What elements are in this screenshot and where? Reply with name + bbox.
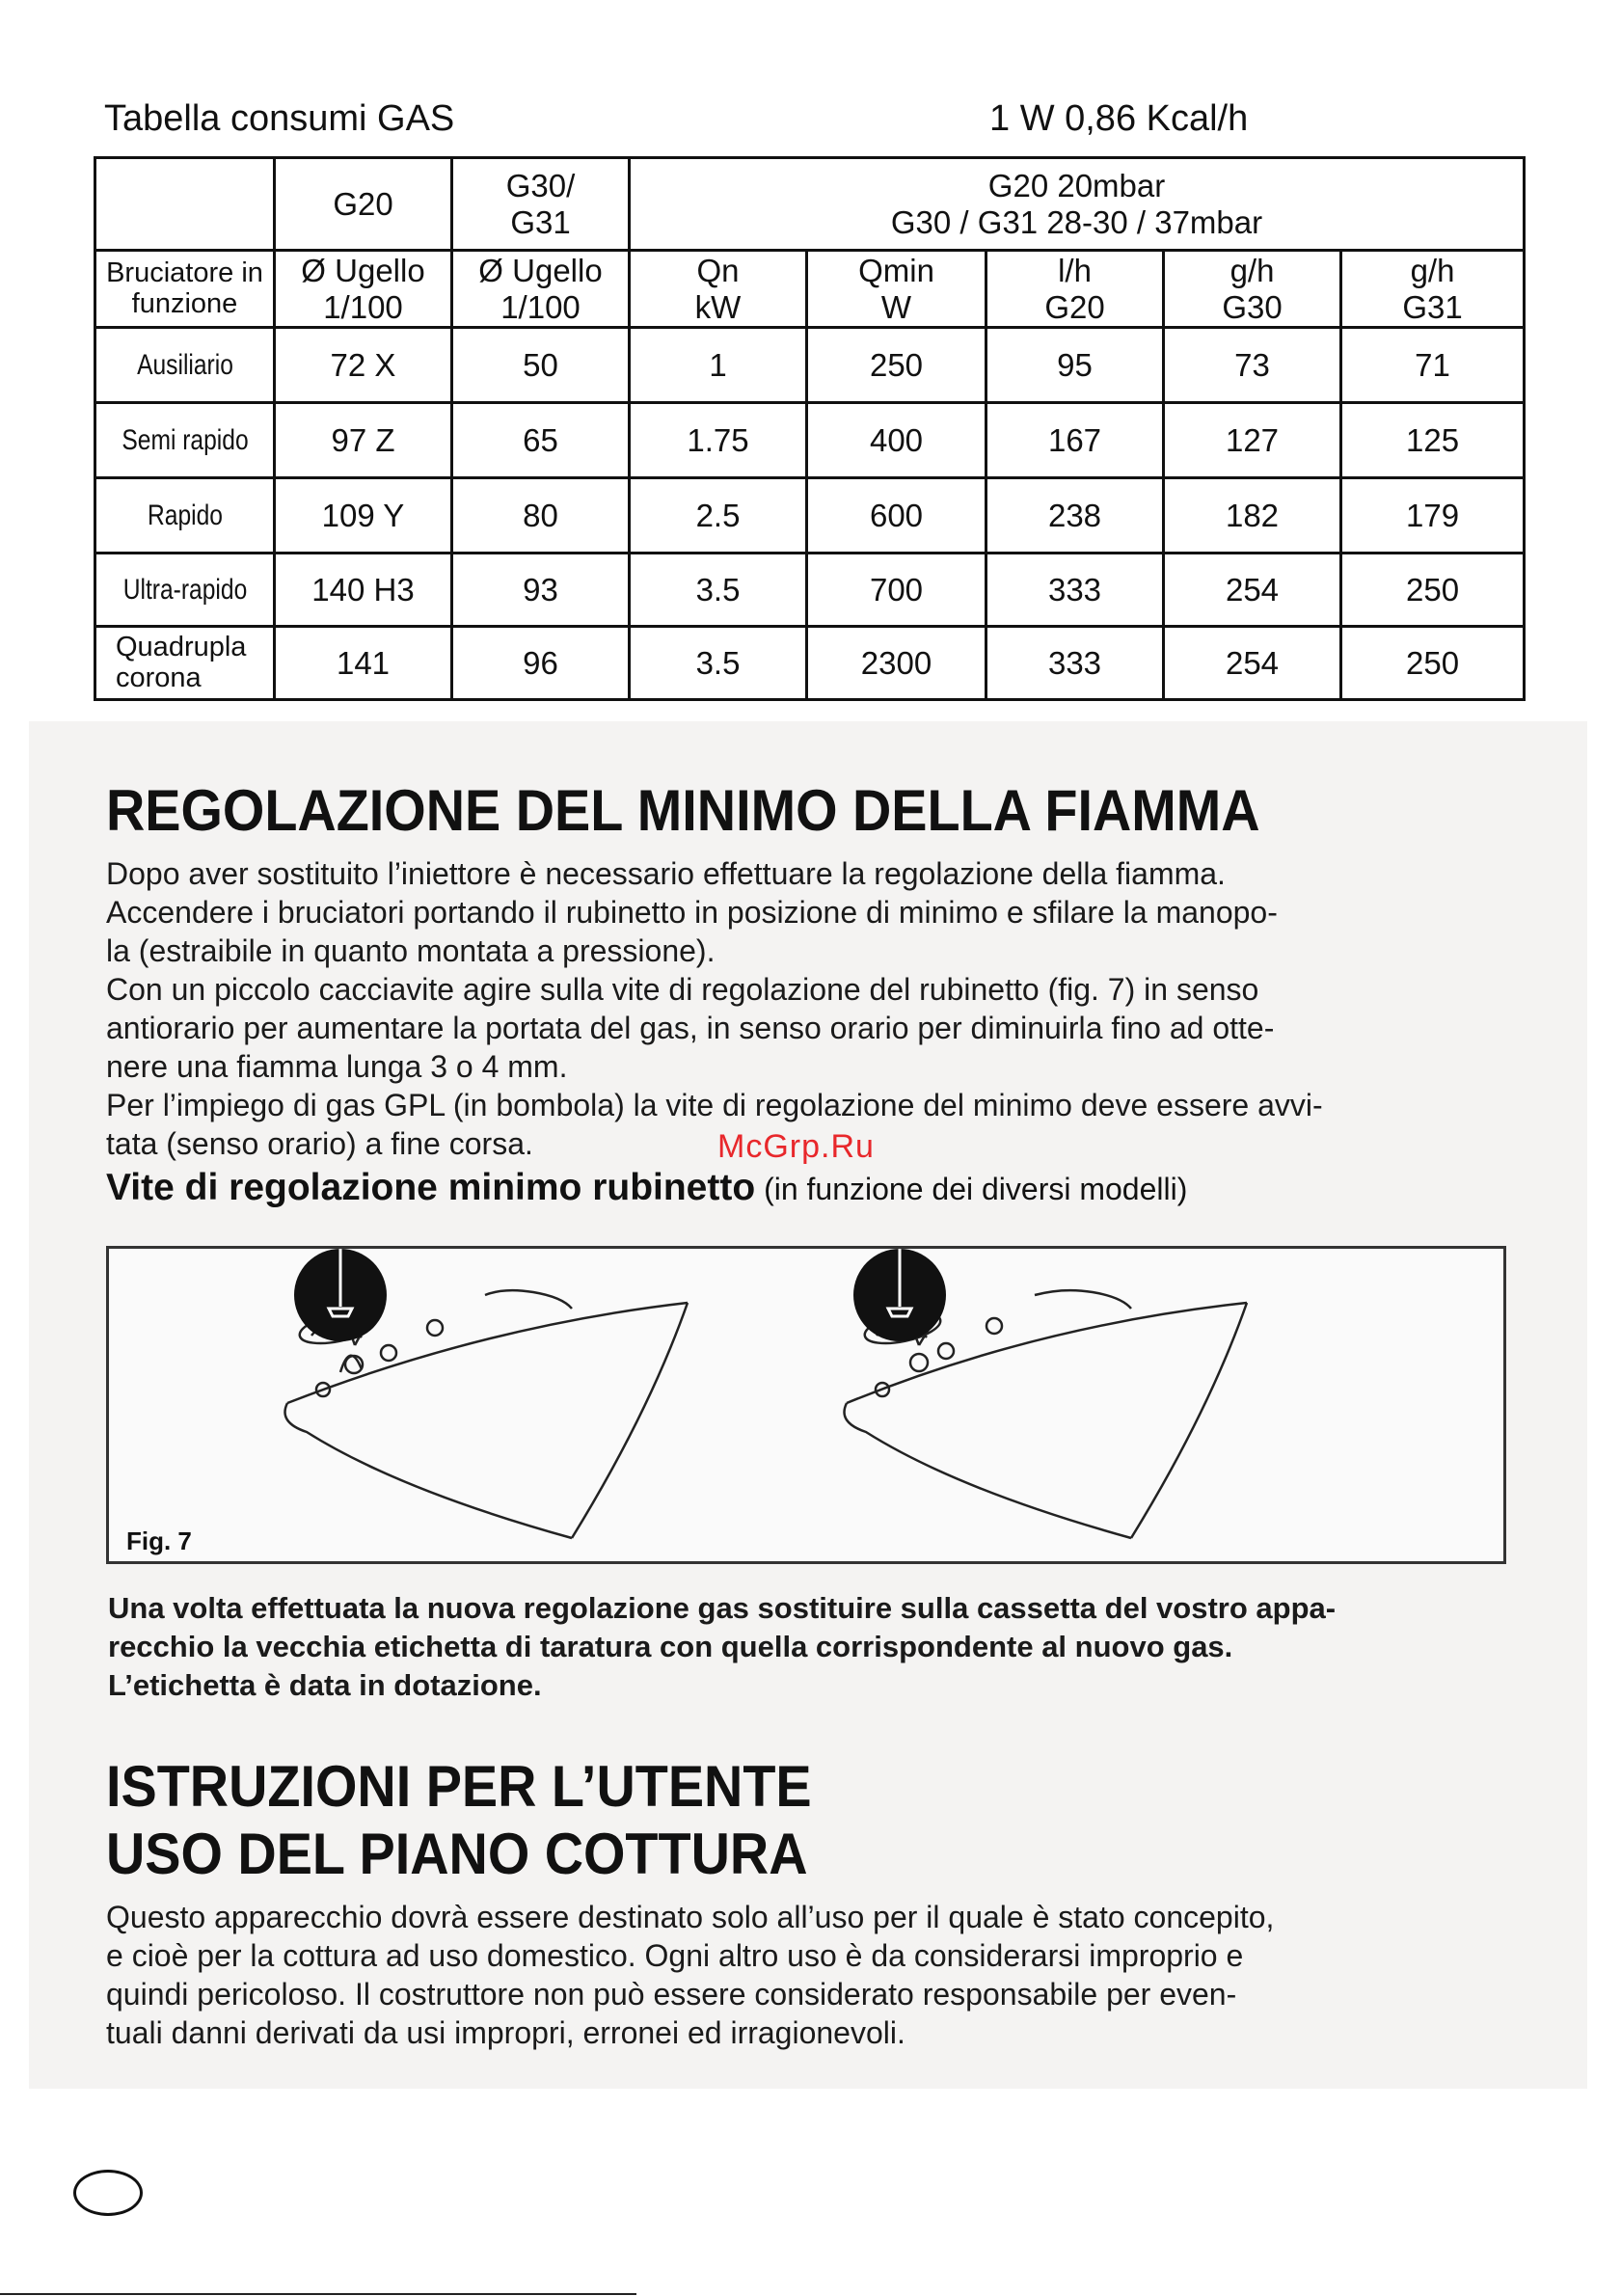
- table-cell: 333: [986, 554, 1164, 627]
- table-cell: 2.5: [630, 478, 807, 554]
- text-line: la (estraibile in quanto montata a pressione).: [106, 933, 716, 968]
- section-title-flame-adjustment: REGOLAZIONE DEL MINIMO DELLA FIAMMA: [106, 778, 1260, 843]
- header-pressure-g30-g31: G30 / G31 28-30 / 37mbar: [890, 203, 1263, 240]
- figure-subtitle-bold: Vite di regolazione minimo rubinetto: [106, 1167, 756, 1208]
- header-pressure-g20: G20 20mbar: [987, 167, 1166, 203]
- table-cell: 3.5: [630, 627, 807, 700]
- column-header: [1164, 251, 1341, 328]
- table-row: [95, 328, 1525, 403]
- column-header-line: l/h: [1058, 252, 1092, 288]
- table-cell: 3.5: [630, 554, 807, 627]
- table-cell: 250: [1341, 627, 1525, 700]
- table-cell: 80: [452, 478, 630, 554]
- figure-7-illustration: [109, 1249, 1503, 1561]
- text-line: Questo apparecchio dovrà essere destinato solo all’uso per il quale è stato concepito,: [106, 1900, 1275, 1934]
- gas-consumption-table: [94, 156, 1526, 701]
- column-header-line: Ø Ugello: [478, 252, 603, 288]
- table-cell: 1.75: [630, 403, 807, 478]
- section-title-hob-use: USO DEL PIANO COTTURA: [106, 1822, 808, 1886]
- column-header: [1341, 251, 1525, 328]
- table-cell: 95: [986, 328, 1164, 403]
- table-cell: 2300: [807, 627, 986, 700]
- column-header-line: 1/100: [500, 288, 581, 325]
- unit-conversion: 1 W 0,86 Kcal/h: [989, 98, 1249, 139]
- table-cell: 254: [1164, 627, 1341, 700]
- table-cell: 700: [807, 554, 986, 627]
- burner-hole: [938, 1343, 954, 1359]
- row-label: Semi rapido: [111, 403, 258, 478]
- hob-front-left: [285, 1403, 573, 1538]
- column-header-line: G30: [1222, 288, 1283, 325]
- table-title: Tabella consumi GAS: [104, 98, 455, 139]
- text-line: quindi pericoloso. Il costruttore non può essere considerato responsabile per even-: [106, 1977, 1237, 2012]
- valve-screw-right: [910, 1354, 928, 1371]
- text-line: Una volta effettuata la nuova regolazione gas sostituire sulla cassetta del vostro appa-: [108, 1591, 1337, 1625]
- table-cell: 65: [452, 403, 630, 478]
- table-cell: 250: [1341, 554, 1525, 627]
- burner-hole: [381, 1345, 396, 1361]
- column-header: [275, 251, 452, 328]
- row-label: Rapido: [111, 478, 258, 554]
- row-label: Ultra-rapido: [111, 554, 258, 627]
- table-cell: 140 H3: [275, 554, 452, 627]
- table-cell: 238: [986, 478, 1164, 554]
- table-cell: 50: [452, 328, 630, 403]
- table-header-row: [95, 158, 1525, 251]
- table-cell: 127: [1164, 403, 1341, 478]
- table-cell: 400: [807, 403, 986, 478]
- table-cell: 1: [630, 328, 807, 403]
- column-header: [807, 251, 986, 328]
- row-label-line: Quadrupla: [116, 631, 247, 662]
- column-header-line: Bruciatore in: [106, 257, 263, 288]
- header-g30-g31: [452, 158, 630, 251]
- table-cell: 96: [452, 627, 630, 700]
- text-line: e cioè per la cottura ad uso domestico. Ogni altro uso è da considerarsi improprio e: [106, 1938, 1244, 1973]
- header-empty-cell: [95, 158, 275, 251]
- table-cell: 600: [807, 478, 986, 554]
- header-g30: G30/: [505, 167, 576, 203]
- row-label: [95, 627, 275, 700]
- label-replacement-notice: [108, 1589, 1506, 1705]
- table-cell: 71: [1341, 328, 1525, 403]
- column-header-line: 1/100: [323, 288, 403, 325]
- column-header-line: g/h: [1410, 252, 1455, 288]
- column-header-line: Qn: [696, 252, 740, 288]
- table-cell: 182: [1164, 478, 1341, 554]
- row-label-line: corona: [116, 662, 202, 693]
- table-cell: 167: [986, 403, 1164, 478]
- table-column-row: [95, 251, 1525, 328]
- figure-label: Fig. 7: [126, 1526, 192, 1555]
- column-header: [630, 251, 807, 328]
- text-line: recchio la vecchia etichetta di taratura con quella corrispondente al nuovo gas.: [108, 1630, 1233, 1663]
- column-header-line: G31: [1402, 288, 1463, 325]
- text-line: Per l’impiego di gas GPL (in bombola) la vite di regolazione del minimo deve essere avvi-: [106, 1088, 1323, 1122]
- row-label: Ausiliario: [111, 328, 258, 403]
- page-language-marker: [73, 2170, 143, 2216]
- flame-adjustment-text: [106, 854, 1514, 1163]
- column-header-line: Qmin: [858, 252, 934, 288]
- column-header-line: Ø Ugello: [301, 252, 425, 288]
- burner-hole: [427, 1320, 443, 1336]
- table-cell: 333: [986, 627, 1164, 700]
- table-cell: 125: [1341, 403, 1525, 478]
- table-cell: 93: [452, 554, 630, 627]
- hob-use-text: [106, 1898, 1514, 2052]
- column-header-line: funzione: [131, 287, 238, 319]
- hob-front-right: [845, 1403, 1132, 1538]
- header-pressures: [630, 158, 1525, 251]
- text-line: nere una fiamma lunga 3 o 4 mm.: [106, 1049, 568, 1084]
- table-row: [95, 627, 1525, 700]
- text-line: tata (senso orario) a fine corsa.: [106, 1126, 533, 1161]
- section-title-user-instructions: ISTRUZIONI PER L’UTENTE: [106, 1754, 812, 1819]
- text-line: Con un piccolo cacciavite agire sulla vite di regolazione del rubinetto (fig. 7) in senso: [106, 972, 1259, 1007]
- figure-subtitle-normal: (in funzione dei diversi modelli): [755, 1172, 1188, 1206]
- figure-7: [106, 1246, 1506, 1564]
- text-line: L’etichetta è data in dotazione.: [108, 1668, 542, 1702]
- column-header: [95, 251, 275, 328]
- table-cell: 97 Z: [275, 403, 452, 478]
- table-row: [95, 403, 1525, 478]
- column-header-line: W: [880, 288, 912, 325]
- table-cell: 73: [1164, 328, 1341, 403]
- bottom-rule: [0, 2293, 636, 2295]
- header-g20: G20: [275, 158, 452, 251]
- text-line: tuali danni derivati da usi impropri, erronei ed irragionevoli.: [106, 2015, 905, 2050]
- table-row: [95, 478, 1525, 554]
- table-cell: 179: [1341, 478, 1525, 554]
- table-cell: 254: [1164, 554, 1341, 627]
- table-row: [95, 554, 1525, 627]
- column-header-line: G20: [1044, 288, 1105, 325]
- table-cell: 72 X: [275, 328, 452, 403]
- text-line: antiorario per aumentare la portata del gas, in senso orario per diminuirla fino ad otte-: [106, 1011, 1275, 1045]
- text-line: Accendere i bruciatori portando il rubinetto in posizione di minimo e sfilare la manopo-: [106, 895, 1278, 930]
- column-header-line: g/h: [1229, 252, 1275, 288]
- figure-subtitle: [106, 1167, 1187, 1209]
- header-g31: G31: [510, 203, 571, 240]
- table-cell: 109 Y: [275, 478, 452, 554]
- column-header: [986, 251, 1164, 328]
- table-cell: 141: [275, 627, 452, 700]
- column-header-line: kW: [694, 288, 742, 325]
- text-line: Dopo aver sostituito l’iniettore è necessario effettuare la regolazione della fiamma.: [106, 856, 1226, 891]
- table-cell: 250: [807, 328, 986, 403]
- column-header: [452, 251, 630, 328]
- watermark: McGrp.Ru: [717, 1128, 875, 1165]
- burner-hole: [986, 1318, 1002, 1334]
